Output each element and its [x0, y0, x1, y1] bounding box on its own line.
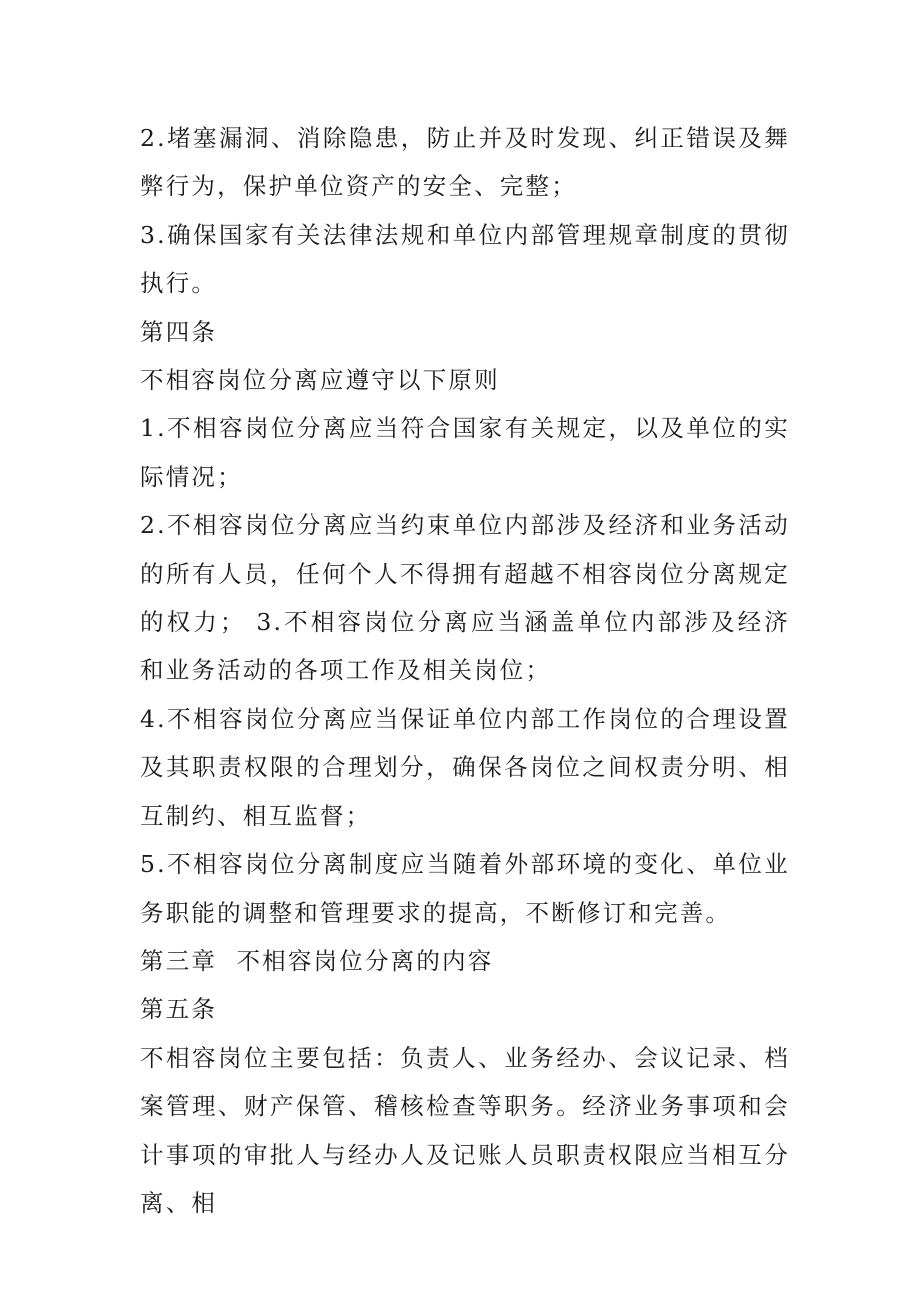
- article-5-body: 不相容岗位主要包括：负责人、业务经办、会议记录、档案管理、财产保管、稽核检查等职务。经济业务事项和会计事项的审批人与经办人及记账人员职责权限应当相互分离、相: [140, 1043, 790, 1217]
- principle-1: 1.不相容岗位分离应当符合国家有关规定，以及单位的实际情况；: [140, 414, 790, 491]
- principle-2-3: 2.不相容岗位分离应当约束单位内部涉及经济和业务活动的所有人员，任何个人不得拥有超越不相容岗位分离规定的权力； 3.不相容岗位分离应当涵盖单位内部涉及经济和业务活动的各项工作及相关岗位；: [140, 511, 790, 685]
- article-4-intro: 不相容岗位分离应遵守以下原则: [140, 366, 500, 395]
- chapter-3-heading: 第三章 不相容岗位分离的内容: [140, 946, 494, 975]
- paragraph-item-2: 2.堵塞漏洞、消除隐患，防止并及时发现、纠正错误及舞弊行为，保护单位资产的安全、完整；: [140, 124, 790, 201]
- article-4-heading: 第四条: [140, 317, 218, 346]
- document-body: [140, 114, 790, 1227]
- principle-4: 4.不相容岗位分离应当保证单位内部工作岗位的合理设置及其职责权限的合理划分，确保各岗位之间权责分明、相互制约、相互监督；: [140, 704, 790, 830]
- principle-5: 5.不相容岗位分离制度应当随着外部环境的变化、单位业务职能的调整和管理要求的提高，不断修订和完善。: [140, 850, 790, 927]
- paragraph-item-3: 3.确保国家有关法律法规和单位内部管理规章制度的贯彻执行。: [140, 220, 790, 298]
- article-5-heading: 第五条: [140, 995, 218, 1024]
